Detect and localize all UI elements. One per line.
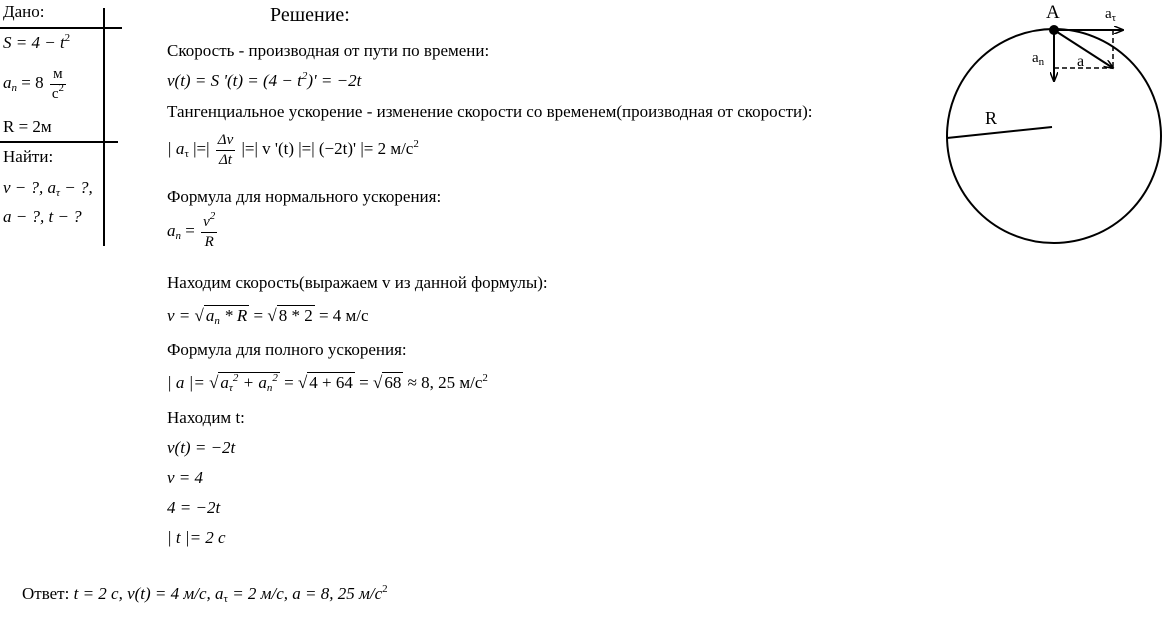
find-speed-text: Находим скорость(выражаем v из данной формулы): bbox=[167, 273, 548, 292]
point-a-label: A bbox=[1046, 2, 1060, 23]
speed-text: Скорость - производная от пути по времени: bbox=[167, 41, 490, 60]
given-r-formula: R = 2м bbox=[3, 117, 52, 136]
find-t-text: Находим t: bbox=[167, 408, 245, 427]
t-line-2: v = 4 bbox=[167, 468, 204, 487]
given-s-formula: $S = 4 - t^2$ bbox=[3, 32, 71, 52]
tangential-text: Тангенциальное ускорение - изменение скорости со временем(производная от скорости): bbox=[167, 102, 813, 121]
find-speed-formula: v = √ $a_n$ * R = √ 8 * 2 = 4 м/с bbox=[167, 306, 369, 327]
full-accel-text: Формула для полного ускорения: bbox=[167, 340, 407, 359]
normal-fraction: $\frac{v^2}{R}$ bbox=[203, 210, 216, 250]
speed-formula: v(t) = S '$(t) = (4 - t^2)' = -2t$ bbox=[167, 70, 362, 90]
given-header: Дано: bbox=[3, 2, 45, 21]
at-label: $a_\tau$ bbox=[1105, 6, 1117, 24]
tangential-fraction: $\frac{\Delta v}{\Delta t}$ bbox=[217, 132, 234, 168]
given-an-unit: $\frac{м}{с^2}$ bbox=[51, 66, 65, 102]
find-line-2: a − ?, t − ? bbox=[3, 207, 82, 226]
tangential-formula: | $a_\tau$ |=| $\frac{\Delta v}{\Delta t}$ |=| v '(t) |=| (−2t)' |= 2 $м/с^2$ bbox=[167, 132, 419, 168]
full-accel-formula: | a |= √ $a_\tau^2 + a_n^2$ = √ 4 + 64 = √ 68 ≈ 8, 25 $м/с^2$ bbox=[167, 372, 488, 394]
given-divider-bottom bbox=[0, 141, 118, 143]
circle-diagram bbox=[930, 0, 1166, 245]
given-an-formula: $a_n = 8$ $\frac{м}{с^2}$ bbox=[3, 66, 65, 102]
a-label: a bbox=[1077, 53, 1085, 70]
t-line-4: | t |= 2 с bbox=[167, 528, 226, 547]
answer-line: Ответ: t = 2 с, v(t) = 4 м/с, $a_\tau = 2$ м/с, a = 8, 25 $м/с^2$ bbox=[22, 583, 388, 605]
r-label: R bbox=[985, 108, 998, 128]
t-line-3: 4 = −2t bbox=[167, 498, 221, 517]
given-divider-top bbox=[0, 27, 122, 29]
normal-text: Формула для нормального ускорения: bbox=[167, 187, 442, 206]
given-divider-vertical bbox=[103, 8, 105, 246]
find-header: Найти: bbox=[3, 147, 54, 166]
an-label: $a_n$ bbox=[1032, 50, 1045, 68]
normal-formula: $a_n$ = $\frac{v^2}{R}$ bbox=[167, 210, 216, 250]
solution-title: Решение: bbox=[270, 4, 350, 26]
find-line-1: v − ?, $a_\tau$ − ?, bbox=[3, 178, 93, 199]
t-line-1: v(t) = −2t bbox=[167, 438, 236, 457]
radius-line bbox=[947, 127, 1052, 138]
